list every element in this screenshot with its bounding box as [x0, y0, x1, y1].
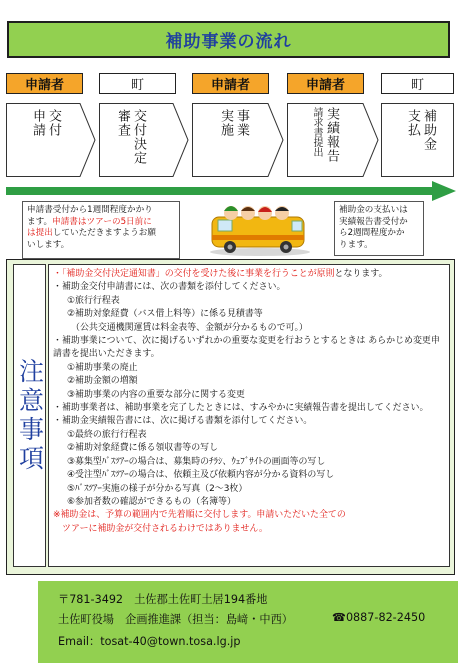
caution-line: ・補助金実績報告書には、次に掲げる書類を添付してください。: [53, 416, 313, 427]
contact-footer: [38, 581, 458, 663]
step-col: 申請: [30, 109, 45, 137]
note-line: ります。: [339, 239, 373, 250]
caution-line: ②補助対象経費に係る領収書等の写し: [67, 443, 219, 454]
step-col: 交付決定: [131, 109, 146, 165]
step-col: 補助金: [421, 109, 436, 151]
step-text: [311, 107, 338, 163]
caution-line: ⑥参加者数の確認ができるもの（名簿等）: [67, 496, 236, 507]
bus-illustration: [202, 199, 312, 257]
step-col: 事業: [234, 109, 249, 137]
flow-arrow: [6, 181, 458, 201]
step-implementation: [192, 103, 284, 177]
step-col: 実施: [218, 109, 233, 137]
header-label: 申請者: [24, 78, 64, 93]
caution-body: [48, 264, 450, 567]
caution-red-text: ・「補助金交付決定通知書」の交付を受けた後に事業を行うことが原則: [53, 269, 335, 279]
step-text: [218, 109, 248, 137]
phone-icon: ☎: [332, 611, 346, 624]
caution-line: ②補助金額の増額: [67, 376, 138, 387]
note-line: [27, 228, 175, 240]
note-red-text: は提出: [27, 228, 53, 238]
step-text: [405, 109, 435, 151]
note-text: していただきますようお願: [52, 228, 156, 238]
caution-line: [53, 268, 446, 281]
step-application: [6, 103, 96, 177]
header-town-1: [99, 73, 176, 94]
header-town-2: [381, 73, 454, 94]
header-applicant-3: [287, 73, 364, 94]
email-link[interactable]: Email：tosat-40@town.tosa.lg.jp: [58, 635, 241, 648]
note-right: [334, 201, 424, 256]
step-text: [115, 109, 145, 165]
page-title: 補助事業の流れ: [165, 32, 292, 52]
step-col: 請求書提出: [311, 107, 322, 157]
step-payment: [381, 103, 454, 177]
header-label: 町: [130, 78, 144, 93]
address-text: 〒781-3492 土佐郡土佐町土居194番地: [58, 593, 268, 606]
caution-line: ・補助事業者は、補助事業を完了したときには、すみやかに実績報告書を提出してください。: [53, 403, 429, 414]
header-label: 申請者: [210, 78, 250, 93]
step-col: 交付: [46, 109, 61, 137]
caution-line: ①補助事業の廃止: [67, 362, 138, 373]
caution-line: ⑤ﾊﾞｽﾂｱｰ実施の様子が分かる写真（2～3枚）: [67, 483, 248, 494]
header-applicant-1: [6, 73, 83, 94]
caution-label-text: 注意事項: [15, 357, 45, 474]
header-label: 申請者: [305, 78, 345, 93]
step-report: [287, 103, 379, 177]
step-col: 審査: [115, 109, 130, 137]
caution-line: ②補助対象経費（バス借上料等）に係る見積書等: [67, 309, 263, 320]
caution-line: ・補助事業について、次に掲げるいずれかの重要な変更を行おうとするときは あらかじめ変更申請書を提出いただきます。: [53, 336, 440, 360]
note-line: 申請書受付から1週間程度かかり: [27, 205, 153, 215]
caution-line: ④受注型ﾊﾞｽﾂｱｰの場合は、依頼主及び依頼内容が分かる資料の写し: [67, 470, 335, 481]
caution-line: ③募集型ﾊﾞｽﾂｱｰの場合は、募集時のﾁﾗｼ、ｳｪﾌﾞｻｲﾄの画面等の写し: [67, 456, 326, 467]
caution-line: ①最終の旅行行程表: [67, 429, 147, 440]
note-text: ます。: [27, 216, 53, 227]
note-line: 補助金の支払いは: [339, 205, 408, 215]
note-line: 実績報告書受付か: [339, 216, 408, 227]
caution-line: ・補助金交付申請書には、次の書類を添付してください。: [53, 282, 286, 293]
caution-text: となります。: [334, 269, 388, 279]
note-line: いします。: [27, 239, 70, 250]
header-applicant-2: [192, 73, 269, 94]
caution-line: （公共交通機関運賃は料金表等、金額が分かるもので可。）: [71, 322, 308, 333]
step-col: 実績報告: [324, 107, 339, 163]
step-text: [30, 109, 60, 137]
office-text: 土佐町役場 企画推進課（担当：島﨑・中西）: [58, 613, 293, 626]
note-line: [27, 217, 175, 229]
note-line: ら2週間程度かか: [339, 228, 405, 238]
caution-line: ①旅行行程表: [67, 295, 120, 306]
step-col: 支払: [405, 109, 420, 137]
caution-line: ③補助事業の内容の重要な部分に関する変更: [67, 389, 245, 400]
caution-note-red: ※補助金は、予算の範囲内で先着順に交付します。申請いただいた全ての: [53, 510, 346, 521]
note-left: [22, 201, 180, 259]
phone-line: [332, 611, 425, 624]
caution-note-red: ツアーに補助金が交付されるわけではありません。: [62, 523, 268, 534]
phone-number: 0887-82-2450: [345, 611, 426, 624]
note-red-text: 申請書はツアーの5日前に: [52, 216, 152, 227]
title-band: [7, 21, 450, 58]
step-review: [99, 103, 189, 177]
header-label: 町: [410, 78, 424, 93]
caution-label: [13, 264, 46, 567]
